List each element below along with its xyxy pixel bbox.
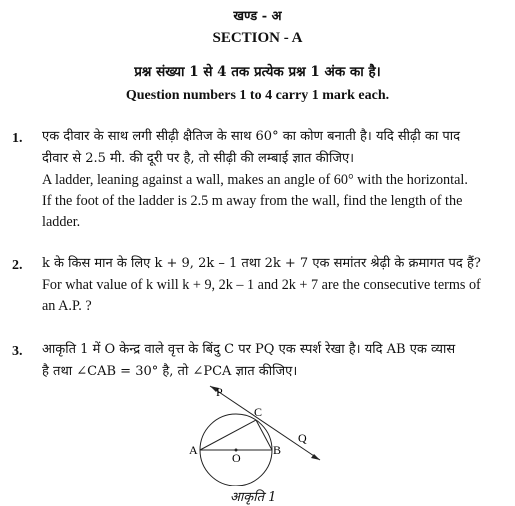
- figure-1-diagram: [180, 382, 340, 486]
- question-3-number: 3.: [12, 344, 23, 359]
- question-1-hindi: [42, 126, 500, 170]
- instruction-english: Question numbers 1 to 4 carry 1 mark each.: [125, 88, 390, 103]
- question-2-english-line: For what value of k will k + 9, 2k – 1 and 2k + 7 are the consecutive terms of: [42, 277, 481, 293]
- question-2-hindi-line: k के किस मान के लिए k + 9, 2k – 1 तथा 2k + 7 एक समांतर श्रेढ़ी के क्रमागत पद हैं?: [42, 256, 481, 271]
- question-3-hindi-line: आकृति 1 में O केन्द्र वाले वृत्त के बिंदु C पर PQ एक स्पर्श रेखा है। यदि AB एक व्यास: [42, 342, 456, 357]
- instruction-hindi: प्रश्न संख्या 1 से 4 तक प्रत्येक प्रश्न 1 अंक का है।: [134, 64, 381, 80]
- question-2-english: [42, 275, 500, 317]
- label-b: B: [273, 443, 282, 457]
- question-2-hindi: [42, 253, 500, 275]
- question-1-number: 1.: [12, 131, 23, 146]
- question-1: [42, 126, 500, 233]
- figure-caption: आकृति 1: [230, 490, 277, 505]
- chord-ac: [200, 420, 256, 450]
- question-3-hindi-line: है तथा ∠CAB = 30° है, तो ∠PCA ज्ञात कीजिए।: [42, 364, 298, 379]
- section-heading-english: SECTION - A: [212, 30, 303, 46]
- question-1-english-line: A ladder, leaning against a wall, makes an angle of 60° with the horizontal.: [42, 172, 468, 188]
- label-o: O: [232, 451, 241, 465]
- question-1-english: [42, 170, 500, 233]
- question-1-hindi-line: दीवार से 2.5 मी. की दूरी पर है, तो सीढ़ी की लम्बाई ज्ञात कीजिए।: [42, 151, 355, 166]
- question-2-number: 2.: [12, 258, 23, 273]
- question-2: [42, 253, 500, 317]
- label-a: A: [189, 443, 198, 457]
- label-q: Q: [298, 431, 307, 445]
- question-3: [42, 339, 500, 383]
- question-3-hindi: [42, 339, 500, 383]
- question-1-english-line: If the foot of the ladder is 2.5 m away from the wall, find the length of the: [42, 193, 463, 209]
- section-heading-hindi: खण्ड - अ: [233, 9, 282, 24]
- chord-bc: [256, 420, 272, 450]
- label-c: C: [254, 405, 263, 419]
- question-1-hindi-line: एक दीवार के साथ लगी सीढ़ी क्षैतिज के साथ 60° का कोण बनाती है। यदि सीढ़ी का पाद: [42, 129, 460, 144]
- label-p: P: [216, 385, 223, 399]
- question-2-english-line: an A.P. ?: [42, 298, 92, 314]
- tangent-line-pq: [210, 386, 320, 460]
- question-1-english-line: ladder.: [42, 214, 81, 230]
